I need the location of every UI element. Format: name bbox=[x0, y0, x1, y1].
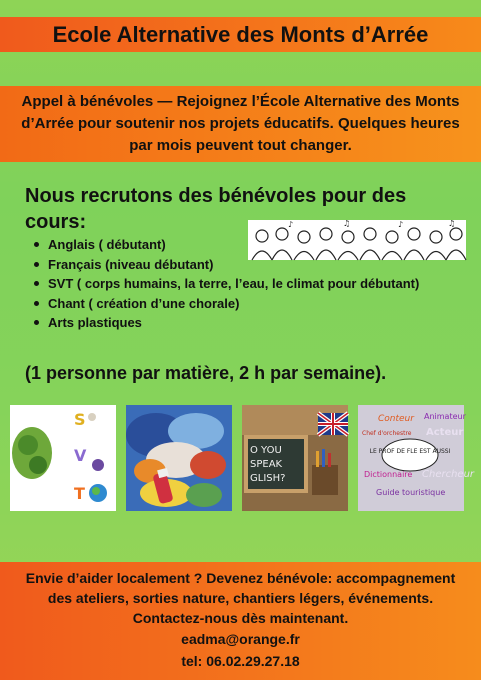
board-line-3: GLISH? bbox=[250, 473, 286, 484]
fle-word: Dictionnaire bbox=[364, 470, 413, 479]
contact-phone[interactable]: tel: 06.02.29.27.18 bbox=[181, 653, 300, 669]
svt-image bbox=[10, 405, 116, 511]
recruitment-heading: Nous recrutons des bénévoles pour des cours: bbox=[25, 185, 407, 233]
fle-word: Acteur bbox=[426, 427, 464, 438]
svg-text:♪: ♪ bbox=[398, 220, 404, 229]
subject-item: Anglais ( débutant) bbox=[32, 235, 419, 255]
fle-word: Chercheur bbox=[422, 469, 475, 480]
svg-text:♫: ♫ bbox=[448, 219, 456, 228]
board-line-1: O YOU bbox=[250, 445, 282, 456]
art-palette-image bbox=[126, 405, 232, 511]
subject-item: SVT ( corps humains, la terre, l’eau, le climat pour débutant) bbox=[32, 274, 419, 294]
footer-banner bbox=[0, 562, 481, 680]
svt-letter-s: S bbox=[74, 410, 86, 429]
fle-word: Chef d'orchestre bbox=[362, 430, 412, 437]
appeal-text: Appel à bénévoles — Rejoignez l’École Alternative des Monts d’Arrée pour soutenir nos projets éducatifs. Quelques heures par mois peuvent tout changer. bbox=[21, 93, 460, 154]
svg-text:♫: ♫ bbox=[343, 219, 351, 228]
svt-letter-t: T bbox=[74, 484, 85, 503]
appeal-banner bbox=[0, 86, 481, 162]
fle-word: Conteur bbox=[378, 414, 414, 424]
page-title: Ecole Alternative des Monts d’Arrée bbox=[52, 21, 429, 47]
title-banner bbox=[0, 17, 481, 52]
fle-word: Animateur bbox=[424, 412, 466, 421]
svt-letter-v: V bbox=[74, 446, 87, 465]
subject-item: Chant ( création d’une chorale) bbox=[32, 294, 419, 314]
fle-word: Guide touristique bbox=[376, 488, 446, 497]
fle-center-text: LE PROF DE FLE EST AUSSI bbox=[369, 448, 451, 455]
time-note: (1 personne par matière, 2 h par semaine). bbox=[25, 363, 387, 383]
svg-text:♪: ♪ bbox=[288, 220, 294, 229]
board-line-2: SPEAK bbox=[250, 459, 283, 470]
footer-text: Envie d’aider localement ? Devenez bénévole: accompagnement des ateliers, sorties nature, chantiers légers, événements. Contactez-nous dès maintenant. bbox=[25, 570, 456, 626]
subject-item: Arts plastiques bbox=[32, 313, 419, 333]
contact-email[interactable]: eadma@orange.fr bbox=[181, 631, 300, 647]
choir-illustration bbox=[248, 220, 466, 260]
english-board-image bbox=[242, 405, 348, 511]
fle-teacher-image bbox=[358, 405, 475, 511]
subject-item: Français (niveau débutant) bbox=[32, 255, 419, 275]
